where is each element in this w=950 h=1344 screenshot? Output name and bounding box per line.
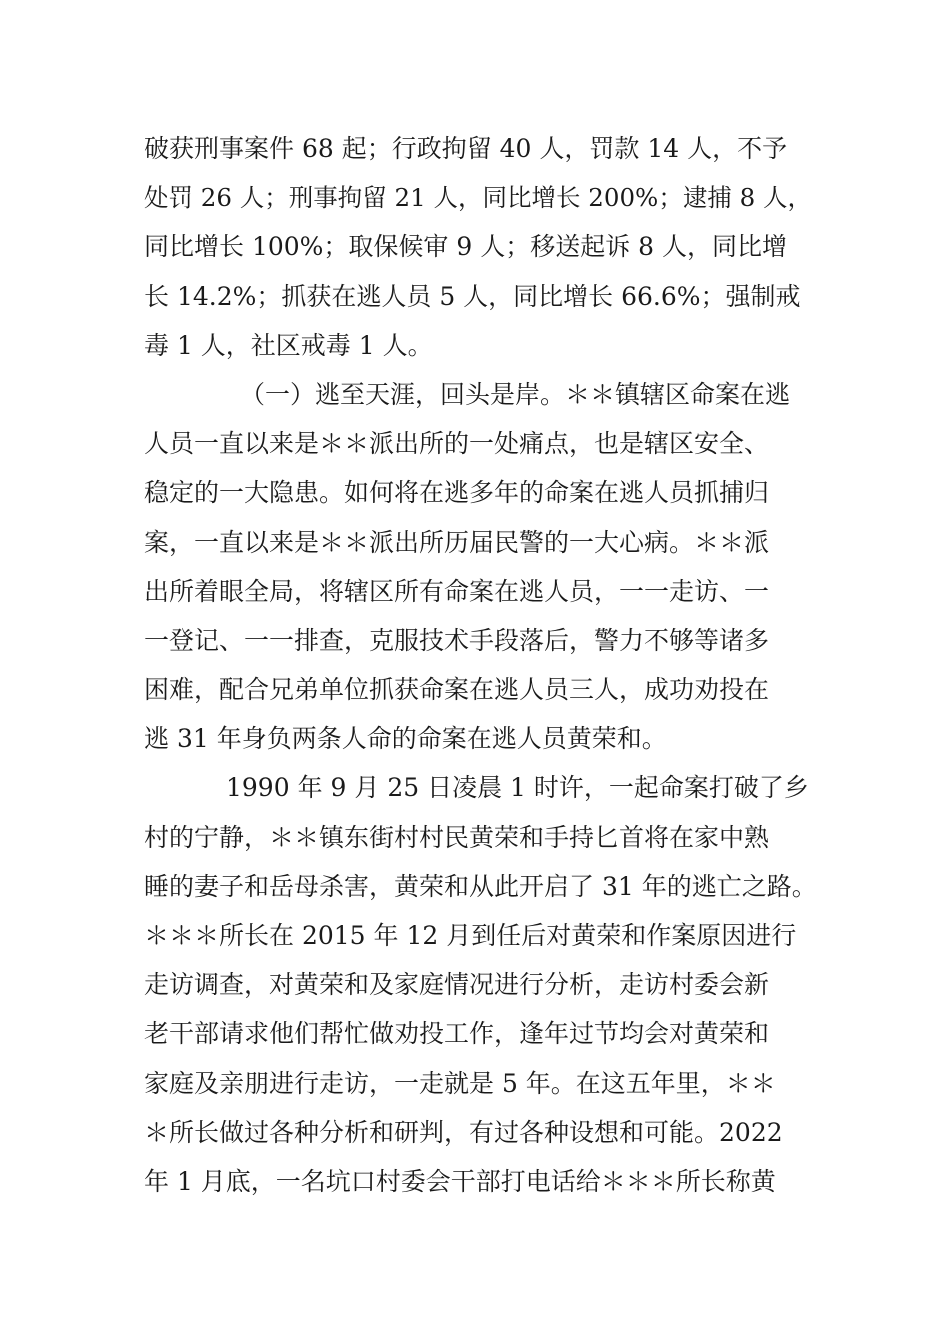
text-line: 困难，配合兄弟单位抓获命案在逃人员三人，成功劝投在 [144, 675, 770, 705]
section-heading-line: （一）逃至天涯，回头是岸。＊＊镇辖区命案在逃 [240, 379, 791, 409]
paragraph-section-one [144, 370, 819, 764]
text-line: 处罚 26 人；刑事拘留 21 人，同比增长 200%；逮捕 8 人， [144, 183, 812, 213]
paragraph-case-1990 [144, 763, 819, 1206]
text-line: 老干部请求他们帮忙做劝投工作，逢年过节均会对黄荣和 [144, 1019, 770, 1049]
text-line: 家庭及亲朋进行走访，一走就是 5 年。在这五年里，＊＊ [144, 1068, 776, 1098]
paragraph-stats [144, 124, 819, 370]
text-line: 案，一直以来是＊＊派出所历届民警的一大心病。＊＊派 [144, 527, 770, 557]
text-line: 睡的妻子和岳母杀害，黄荣和从此开启了 31 年的逃亡之路。 [144, 871, 817, 901]
text-line: 村的宁静，＊＊镇东街村村民黄荣和手持匕首将在家中熟 [144, 822, 770, 852]
document-body [144, 124, 819, 1206]
text-line: 出所着眼全局，将辖区所有命案在逃人员，一一走访、一 [144, 576, 770, 606]
text-line: 人员一直以来是＊＊派出所的一处痛点，也是辖区安全、 [144, 429, 770, 459]
text-line: 破获刑事案件 68 起；行政拘留 40 人，罚款 14 人，不予 [144, 134, 788, 163]
text-line: ＊＊＊所长在 2015 年 12 月到任后对黄荣和作案原因进行 [144, 921, 797, 950]
text-line: 1990 年 9 月 25 日凌晨 1 时许，一起命案打破了乡 [226, 773, 809, 803]
text-line: 稳定的一大隐患。如何将在逃多年的命案在逃人员抓捕归 [144, 478, 770, 508]
text-line: 同比增长 100%；取保候审 9 人；移送起诉 8 人，同比增 [144, 232, 788, 262]
text-line: 走访调查，对黄荣和及家庭情况进行分析，走访村委会新 [144, 970, 770, 1000]
text-line: 逃 31 年身负两条人命的命案在逃人员黄荣和。 [144, 724, 667, 754]
text-line: 长 14.2%；抓获在逃人员 5 人，同比增长 66.6%；强制戒 [144, 281, 801, 311]
text-line: 毒 1 人，社区戒毒 1 人。 [144, 330, 433, 360]
text-line: 年 1 月底，一名坑口村委会干部打电话给＊＊＊所长称黄 [144, 1166, 776, 1196]
text-line: ＊所长做过各种分析和研判，有过各种设想和可能。2022 [144, 1117, 783, 1147]
text-line: 一登记、一一排查，克服技术手段落后，警力不够等诸多 [144, 625, 770, 655]
